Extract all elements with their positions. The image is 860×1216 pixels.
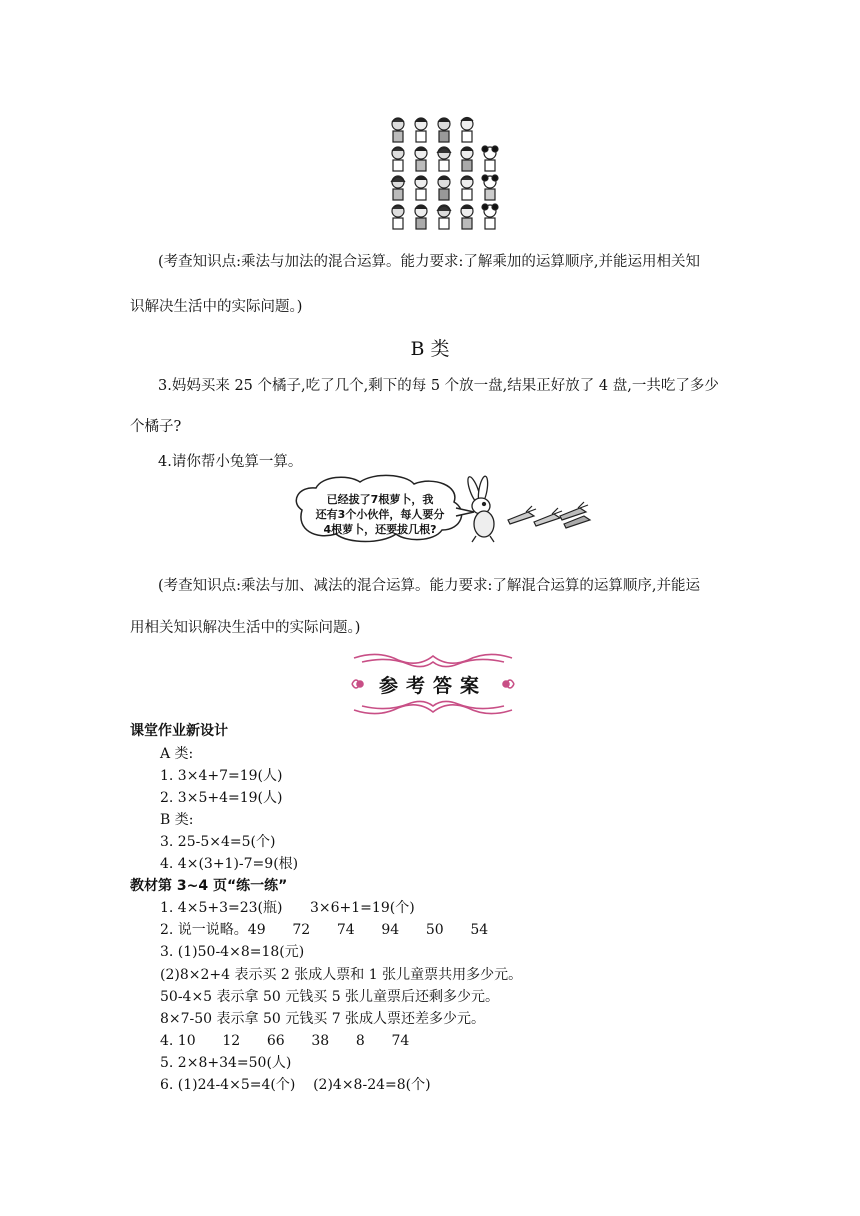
- carrots-icon: [508, 502, 590, 528]
- answers-a-label: A 类:: [160, 746, 194, 762]
- children-grid-illustration: [386, 114, 502, 232]
- answer-t1b: 3×6+1=19(个): [310, 900, 415, 916]
- answer-a1: 1. 3×4+7=19(人): [160, 768, 283, 784]
- knowledge-note-1-line2: 识解决生活中的实际问题。): [130, 299, 303, 315]
- answers-heading-2: 教材第 3~4 页“练一练”: [130, 878, 288, 894]
- answer-t4: 4. 10 12 66 38 8 74: [160, 1033, 410, 1049]
- bubble-text-line2: 还有3个小伙伴，每人要分: [315, 508, 445, 521]
- answer-t3a: 3. (1)50-4×8=18(元): [160, 944, 305, 960]
- question-4: 4.请你帮小兔算一算。: [158, 454, 303, 470]
- answer-t5: 5. 2×8+34=50(人): [160, 1055, 292, 1071]
- knowledge-note-2-line1: (考查知识点:乘法与加、减法的混合运算。能力要求:了解混合运算的运算顺序,并能运: [158, 578, 701, 594]
- question-3-line1: 3.妈妈买来 25 个橘子,吃了几个,剩下的每 5 个放一盘,结果正好放了 4 盘,一共吃了多少: [158, 378, 719, 394]
- rabbit-icon: [465, 475, 494, 542]
- answer-t3b: (2)8×2+4 表示买 2 张成人票和 1 张儿童票共用多少元。: [160, 967, 523, 983]
- answer-banner-title: 参考答案: [378, 675, 487, 697]
- answer-t3d: 8×7-50 表示拿 50 元钱买 7 张成人票还差多少元。: [160, 1011, 486, 1027]
- answer-t1a: 1. 4×5+3=23(瓶): [160, 900, 283, 916]
- answers-b-label: B 类:: [160, 812, 194, 828]
- answer-b4: 4. 4×(3+1)-7=9(根): [160, 856, 299, 872]
- knowledge-note-1-line1: (考查知识点:乘法与加法的混合运算。能力要求:了解乘加的运算顺序,并能运用相关知: [158, 254, 701, 270]
- answer-b3: 3. 25-5×4=5(个): [160, 834, 276, 850]
- bubble-text-line3: 4根萝卜，还要拔几根?: [323, 523, 437, 536]
- answer-a2: 2. 3×5+4=19(人): [160, 790, 283, 806]
- question-3-line2: 个橘子?: [130, 419, 182, 435]
- answers-heading-1: 课堂作业新设计: [130, 723, 228, 739]
- knowledge-note-2-line2: 用相关知识解决生活中的实际问题。): [130, 620, 361, 636]
- answer-t3c: 50-4×5 表示拿 50 元钱买 5 张儿童票后还剩多少元。: [160, 989, 500, 1005]
- bubble-text-line1: 已经拔了7根萝卜，我: [326, 493, 434, 506]
- section-b-title: B 类: [410, 338, 450, 360]
- answer-t6: 6. (1)24-4×5=4(个) (2)4×8-24=8(个): [160, 1077, 431, 1093]
- answer-t2: 2. 说一说略。49 72 74 94 50 54: [160, 922, 489, 938]
